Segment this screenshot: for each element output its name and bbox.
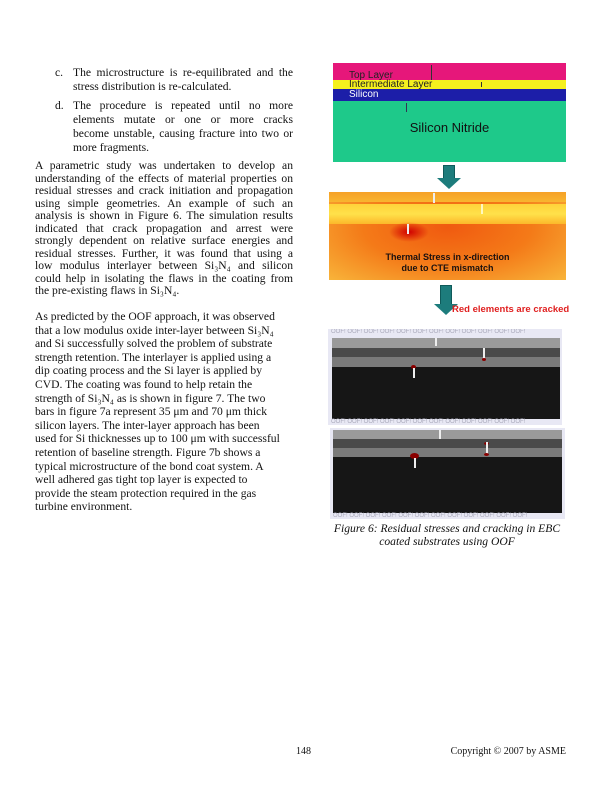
text-line: strength of Si₃N₄ as is shown in figure 7. The two	[35, 391, 266, 405]
caption-line: coated substrates using OOF	[379, 535, 515, 548]
text-line: the pre-existing flaws in Si₃N₄.	[35, 284, 180, 297]
text-line: low modulus interlayer between Si₃N₄ and silicon	[35, 259, 293, 272]
text-line: elements mutate or one or more cracks	[73, 113, 293, 126]
text-line: and Si successfully solved the problem of substrate	[35, 337, 273, 351]
text-line: dip coating process and the Si layer is applied by	[35, 364, 262, 378]
oof-result-2	[330, 428, 565, 519]
text-line: strength retention. The interlayer is applied using a	[35, 350, 272, 364]
text-line: analysis is shown in Figure 6. The simulation results	[35, 209, 293, 222]
cracked-note: Red elements are cracked	[452, 304, 570, 315]
text-line: bars in figure 7a represent 35 μm and 70 μm thick	[35, 405, 268, 419]
text-line: could help in isolating the flaws in the coating from	[35, 271, 293, 285]
text-line: provide the steam protection required in the gas	[35, 486, 257, 500]
label-silicon-nitride: Silicon Nitride	[409, 120, 490, 135]
text-line: well adhered gas tight top layer is expected to	[35, 473, 248, 487]
text-line: that a low modulus oxide inter-layer between Si₃N₄	[35, 323, 274, 337]
text-line: indicated that crack propagation and arrest were	[35, 221, 293, 235]
text-line: understanding of the effects of material properties on	[35, 171, 293, 185]
text-line: typical microstructure of the bond coat system. A	[35, 459, 264, 473]
label-silicon: Silicon	[349, 89, 379, 100]
text-line: residual stresses and crack initiation and propagation	[35, 184, 293, 197]
watermark: OOF! OOF! OOF! OOF! OOF! OOF! OOF! OOF! OOF! OOF! OOF! OOF!	[333, 513, 528, 519]
text-line: CVD. The coating was found to help retain the	[35, 378, 253, 391]
text-line: silicon layers. The inter-layer approach has been	[35, 418, 260, 432]
label-top-layer: Top Layer	[349, 70, 393, 81]
text-line: The microstructure is re-equilibrated and the	[73, 66, 293, 79]
text-line: using simple geometries. An example of such an	[35, 196, 293, 210]
copyright: Copyright © 2007 by ASME	[450, 746, 566, 757]
stress-label-line: due to CTE mismatch	[401, 263, 494, 273]
text-line: As predicted by the OOF approach, it was observed	[35, 310, 275, 323]
stress-label-line: Thermal Stress in x-direction	[385, 252, 510, 262]
list-label: c.	[55, 66, 64, 79]
page-number: 148	[296, 746, 311, 757]
text-line: A parametric study was undertaken to develop an	[35, 159, 293, 172]
caption-line: Figure 6: Residual stresses and cracking in EBC	[333, 522, 561, 535]
oof-result-1	[328, 329, 562, 425]
text-line: retention of baseline strength. Figure 7b shows a	[35, 446, 261, 459]
text-line: more fragments.	[73, 141, 149, 154]
thermal-stress-map	[329, 192, 566, 280]
watermark: OOF! OOF! OOF! OOF! OOF! OOF! OOF! OOF! OOF! OOF! OOF! OOF!	[331, 419, 526, 425]
text-line: residual stresses. Further, it was found that using a	[35, 246, 293, 260]
text-line: used for Si thicknesses up to 100 μm with successful	[35, 432, 280, 446]
text-line: The procedure is repeated until no more	[73, 99, 293, 112]
down-arrow-icon	[437, 165, 461, 189]
text-line: turbine environment.	[35, 500, 133, 514]
list-label: d.	[55, 99, 64, 112]
text-line: strongly dependent on relative surface energies and	[35, 234, 293, 247]
watermark: OOF! OOF! OOF! OOF! OOF! OOF! OOF! OOF! OOF! OOF! OOF! OOF!	[331, 329, 526, 335]
text-line: become unstable, causing fracture into two or	[73, 127, 293, 140]
label-intermediate-layer: Intermediate Layer	[349, 79, 433, 90]
text-line: stress distribution is re-calculated.	[73, 80, 232, 93]
figure-caption	[318, 522, 576, 548]
layer-diagram	[333, 63, 566, 162]
